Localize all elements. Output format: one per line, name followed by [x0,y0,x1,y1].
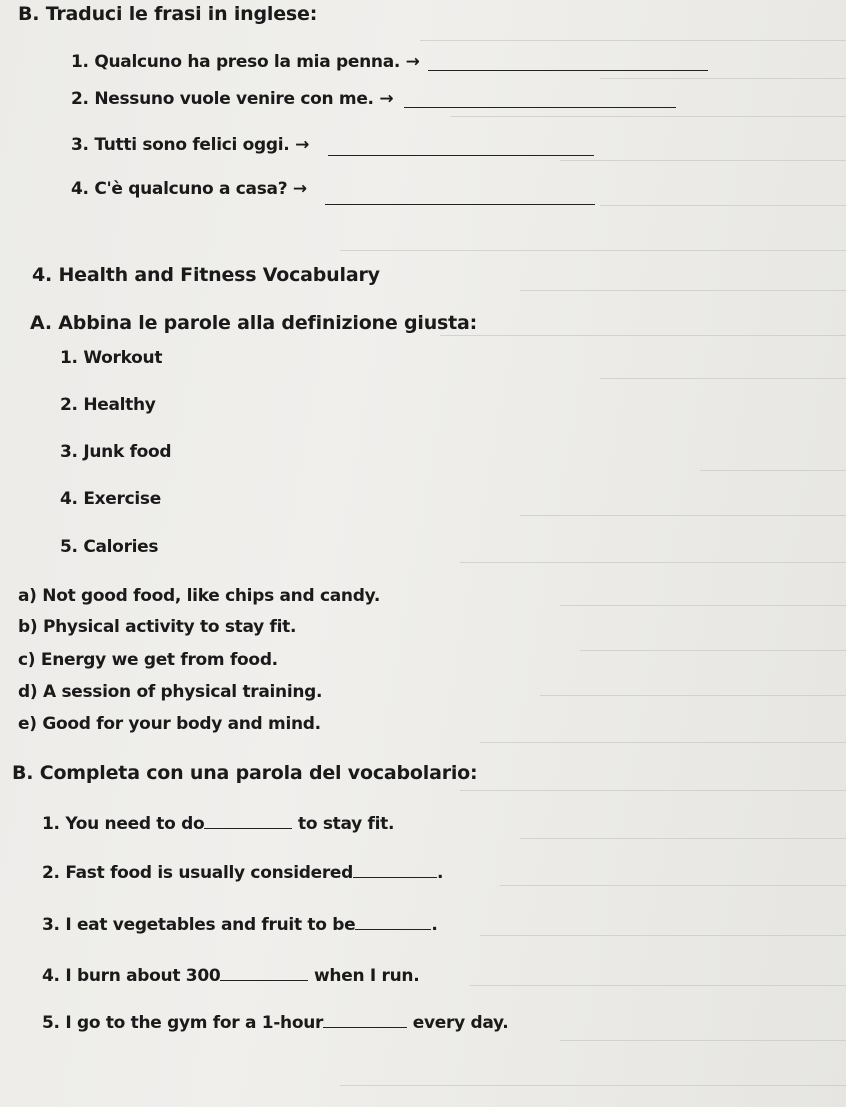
item-number: 4. [71,179,89,199]
show-through-line [420,40,846,41]
vocab-word: Workout [83,348,163,368]
sentence-end: to stay fit. [298,814,395,834]
item-number: 2. [42,863,60,883]
vocabulary-section-title: 4. Health and Fitness Vocabulary [32,264,380,286]
show-through-line [520,290,846,291]
italian-sentence: C'è qualcuno a casa? [94,179,288,199]
definition-letter: d) [18,682,38,702]
fill-blank-4[interactable] [220,966,308,981]
answer-blank-3[interactable] [328,141,594,156]
item-number: 3. [60,442,78,462]
arrow-icon: → [292,179,307,199]
show-through-line [600,78,846,79]
definition-d [18,682,322,702]
item-number: 4. [42,966,60,986]
show-through-line [560,1040,846,1041]
item-number: 1. [71,52,89,72]
show-through-line [470,985,846,986]
italian-sentence: Tutti sono felici oggi. [94,135,290,155]
item-number: 2. [71,89,89,109]
completion-item-1 [42,814,394,834]
vocab-word: Exercise [83,489,161,509]
definition-letter: e) [18,714,37,734]
show-through-line [460,562,846,563]
sentence-start: I go to the gym for a 1-hour [65,1013,324,1033]
translation-section-title: B. Traduci le frasi in inglese: [18,3,318,25]
fill-blank-1[interactable] [204,814,292,829]
definition-c [18,650,278,670]
definition-text: Physical activity to stay fit. [42,617,297,637]
show-through-line [600,205,846,206]
show-through-line [500,885,846,886]
translation-item-1 [71,52,420,72]
vocab-word-3 [60,442,171,462]
show-through-line [700,470,846,471]
answer-blank-1[interactable] [428,56,708,71]
item-number: 3. [71,135,89,155]
arrow-icon: → [379,89,394,109]
italian-sentence: Nessuno vuole venire con me. [94,89,374,109]
italian-sentence: Qualcuno ha preso la mia penna. [94,52,401,72]
definition-letter: c) [18,650,36,670]
completion-instructions: B. Completa con una parola del vocabolario: [12,762,478,784]
vocab-word: Healthy [83,395,156,415]
vocab-word-2 [60,395,156,415]
sentence-end: . [431,915,438,935]
show-through-line [580,650,846,651]
completion-item-5 [42,1013,508,1033]
vocab-word-1 [60,348,162,368]
show-through-line [340,1085,846,1086]
completion-item-3 [42,915,438,935]
definition-a [18,586,380,606]
definition-text: A session of physical training. [42,682,323,702]
sentence-start: Fast food is usually considered [65,863,354,883]
fill-blank-2[interactable] [353,863,437,878]
show-through-line [560,605,846,606]
definition-letter: a) [18,586,37,606]
fill-blank-3[interactable] [355,915,431,930]
translation-item-4 [71,179,307,199]
arrow-icon: → [295,135,310,155]
completion-item-2 [42,863,443,883]
vocab-word-4 [60,489,161,509]
vocab-word: Calories [83,537,159,557]
item-number: 4. [60,489,78,509]
show-through-line [560,160,846,161]
show-through-line [480,935,846,936]
show-through-line [460,790,846,791]
show-through-line [440,335,846,336]
show-through-line [520,838,846,839]
completion-item-4 [42,966,419,986]
definition-text: Not good food, like chips and candy. [42,586,380,606]
show-through-line [600,378,846,379]
fill-blank-5[interactable] [323,1013,407,1028]
translation-item-3 [71,135,309,155]
item-number: 3. [42,915,60,935]
sentence-end: when I run. [314,966,420,986]
show-through-line [480,742,846,743]
answer-blank-4[interactable] [325,190,595,205]
sentence-end: . [437,863,444,883]
sentence-start: I eat vegetables and fruit to be [65,915,356,935]
item-number: 5. [60,537,78,557]
show-through-line [340,250,846,251]
item-number: 5. [42,1013,60,1033]
definition-b [18,617,296,637]
show-through-line [520,515,846,516]
matching-instructions: A. Abbina le parole alla definizione giusta: [30,312,478,334]
vocab-word: Junk food [83,442,172,462]
translation-item-2 [71,89,393,109]
definition-e [18,714,321,734]
answer-blank-2[interactable] [404,93,676,108]
show-through-line [540,695,846,696]
show-through-line [450,116,846,117]
sentence-end: every day. [412,1013,509,1033]
vocab-word-5 [60,537,158,557]
item-number: 2. [60,395,78,415]
definition-text: Good for your body and mind. [42,714,321,734]
definition-letter: b) [18,617,38,637]
sentence-start: I burn about 300 [65,966,221,986]
definition-text: Energy we get from food. [40,650,278,670]
arrow-icon: → [405,52,420,72]
item-number: 1. [42,814,60,834]
item-number: 1. [60,348,78,368]
sentence-start: You need to do [65,814,205,834]
